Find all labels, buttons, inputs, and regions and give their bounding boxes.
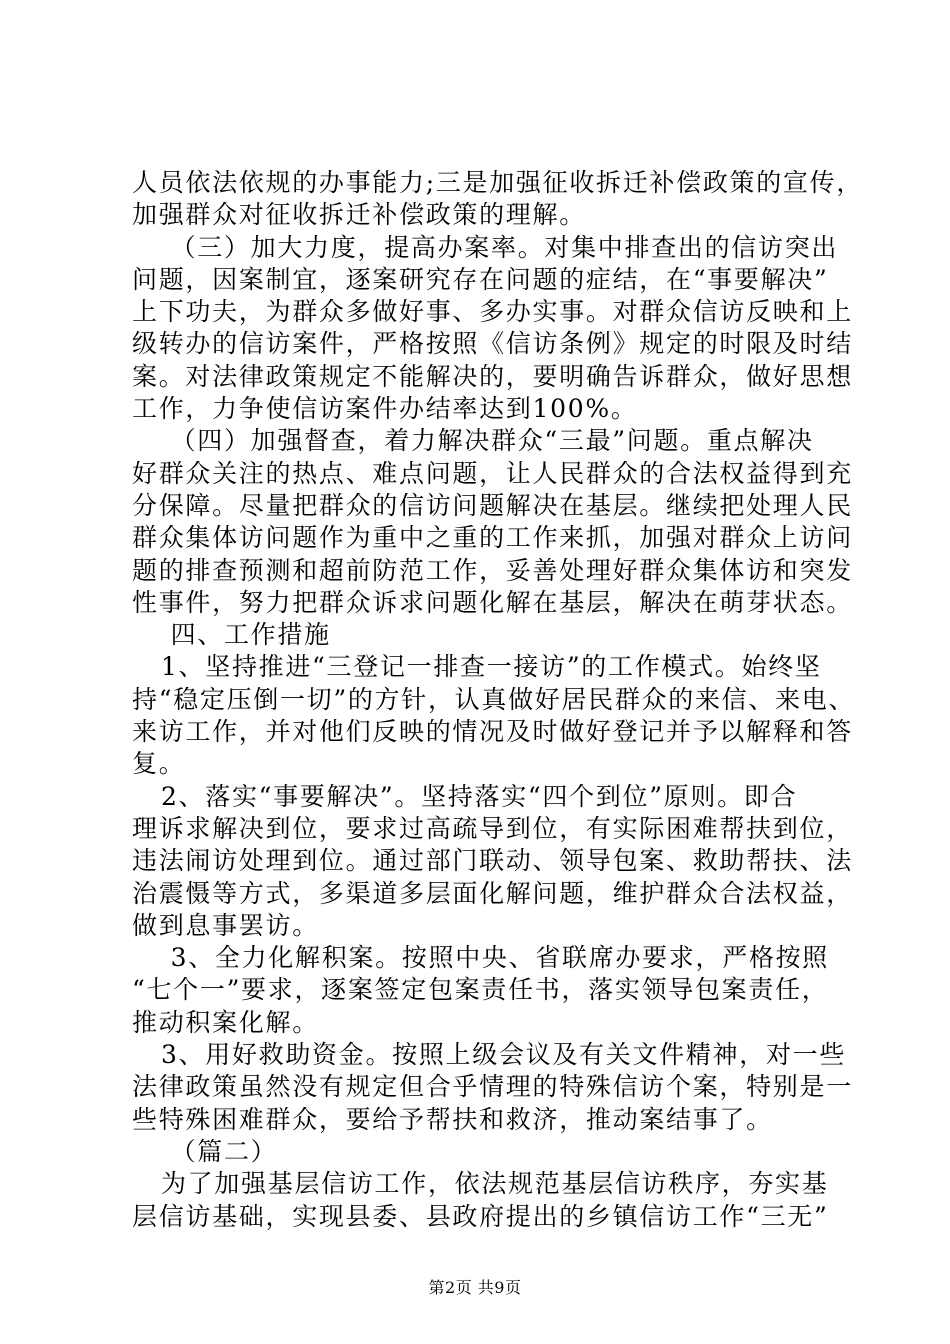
body-line: 层信访基础，实现县委、县政府提出的乡镇信访工作“三无” [132,1201,829,1231]
body-line: 做到息事罢访。 [132,910,319,940]
body-line: 1、坚持推进“三登记一排查一接访”的工作模式。始终坚 [132,652,822,682]
body-line: 推动积案化解。 [132,1007,319,1037]
body-line: 分保障。尽量把群众的信访问题解决在基层。继续把处理人民 [132,490,853,520]
body-line: 案。对法律政策规定不能解决的，要明确告诉群众，做好思想 [132,361,853,391]
body-line: “七个一”要求，逐案签定包案责任书，落实领导包案责任， [132,975,829,1005]
body-line: 上下功夫，为群众多做好事、多办实事。对群众信访反映和上 [132,297,853,327]
body-line: 理诉求解决到位，要求过高疏导到位，有实际困难帮扶到位， [132,813,853,843]
page-footer: 第2页 共9页 [428,1278,522,1297]
body-line: （三）加大力度，提高办案率。对集中排查出的信访突出 [132,232,839,262]
body-line: 持“稳定压倒一切”的方针，认真做好居民群众的来信、来电、 [132,684,856,714]
document-body [132,167,864,1233]
body-line: 为了加强基层信访工作，依法规范基层信访秩序，夯实基 [132,1169,829,1199]
body-line: 问题，因案制宜，逐案研究存在问题的症结，在“事要解决” [132,264,829,294]
body-line: 题的排查预测和超前防范工作，妥善处理好群众集体访和突发 [132,555,853,585]
body-line: 工作，力争使信访案件办结率达到100%。 [132,394,638,424]
body-line: 复。 [132,749,186,779]
body-line: 些特殊困难群众，要给予帮扶和救济，推动案结事了。 [132,1104,773,1134]
section-heading: （篇二） [132,1136,278,1166]
body-line: 加强群众对征收拆迁补偿政策的理解。 [132,200,586,230]
section-heading: 四、工作措施 [132,620,331,650]
body-line: 3、全力化解积案。按照中央、省联席办要求，严格按照 [132,943,829,973]
body-line: 违法闹访处理到位。通过部门联动、领导包案、救助帮扶、法 [132,846,853,876]
body-line: 2、落实“事要解决”。坚持落实“四个到位”原则。即合 [132,781,798,811]
body-line: 法律政策虽然没有规定但合乎情理的特殊信访个案，特别是一 [132,1072,853,1102]
body-line: 人员依法依规的办事能力;三是加强征收拆迁补偿政策的宣传， [132,168,864,197]
body-line: 3、用好救助资金。按照上级会议及有关文件精神，对一些 [132,1040,847,1070]
body-line: 性事件，努力把群众诉求问题化解在基层，解决在萌芽状态。 [132,587,853,617]
body-line: （四）加强督查，着力解决群众“三最”问题。重点解决 [132,426,814,456]
body-line: 群众集体访问题作为重中之重的工作来抓，加强对群众上访问 [132,523,853,553]
body-line: 好群众关注的热点、难点问题，让人民群众的合法权益得到充 [132,458,853,488]
body-line: 治震慑等方式，多渠道多层面化解问题，维护群众合法权益， [132,878,853,908]
body-line: 来访工作，并对他们反映的情况及时做好登记并予以解释和答 [132,717,853,747]
body-line: 级转办的信访案件，严格按照《信访条例》规定的时限及时结 [132,329,853,359]
